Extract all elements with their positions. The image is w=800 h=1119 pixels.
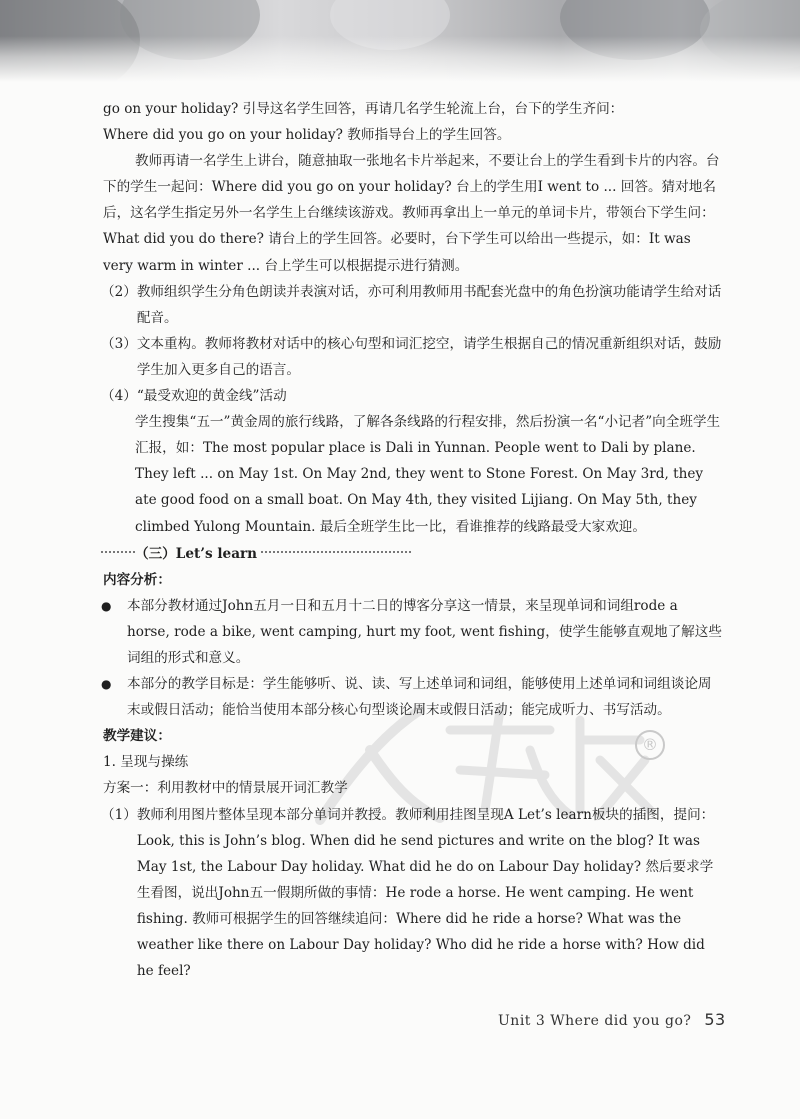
- page-number: 53: [704, 1010, 726, 1029]
- item-number: （2）: [101, 283, 137, 300]
- divider: [101, 551, 135, 561]
- list-item: [103, 279, 723, 331]
- bullet-text: 本部分的教学目标是：学生能够听、说、读、写上述单词和词组，能够使用上述单词和词组谈论周末或假日活动；能恰当使用本部分核心句型谈论周末或假日活动；能完成听力、书写活动。: [127, 676, 712, 719]
- page-footer: [498, 1010, 726, 1029]
- paragraph: Where did you go on your holiday? 教师指导台上的学生回答。: [103, 127, 511, 144]
- bullet-text: 本部分教材通过John五月一日和五月十二日的博客分享这一情景，来呈现单词和词组rode a horse, rode a bike, went camping, hurt my foot, went fishing，使学生能够直观地了解这些词组的形式和意义。: [127, 597, 722, 666]
- list-item: [103, 671, 723, 723]
- list-item: [103, 383, 723, 409]
- paragraph: 教师再请一名学生上讲台，随意抽取一张地名卡片举起来，不要让台上的学生看到卡片的内容。台下的学生一起问：Where did you go on your holiday? 台上的学生用I went to ... 回答。猜对地名后，这名学生指定另外一名学生上台继续该游戏。教师再拿出上一单元的单词卡片，带领台下学生问：What did you do there? 请台上的学生回答。必要时，台下学生可以给出一些提示，如：It was very warm in winter ... 台上学生可以根据提示进行猜测。: [103, 153, 720, 274]
- subheading: 1. 呈现与操练: [103, 754, 189, 771]
- running-title: Unit 3 Where did you go?: [498, 1013, 692, 1029]
- item-text: “最受欢迎的黄金线”活动: [136, 388, 287, 405]
- registered-mark: ®: [635, 730, 665, 760]
- bullet-icon: ●: [101, 598, 112, 613]
- banner-fade: [0, 36, 800, 82]
- item-number: （1）: [101, 806, 137, 823]
- item-number: （4）: [101, 388, 137, 405]
- section-title: （三）Let’s learn: [135, 545, 258, 562]
- suggestion-heading: 教学建议：: [103, 728, 171, 745]
- item-text: 文本重构。教师将教材对话中的核心句型和词汇挖空，请学生根据自己的情况重新组织对话，鼓励学生加入更多自己的语言。: [136, 335, 722, 378]
- paragraph: 学生搜集“五一”黄金周的旅行线路，了解各条线路的行程安排，然后扮演一名“小记者”向全班学生汇报，如：The most popular place is Dali in Yunnan. People went to Dali by plane. They left ... on May 1st. On May 2nd, they went to Stone Forest. On May 3rd, they ate good food on a small boat. On May 4th, they visited Lijiang. On May 5th, they climbed Yulong Mountain. 最后全班学生比一比，看谁推荐的线路最受大家欢迎。: [135, 414, 721, 535]
- plan-title: 方案一：利用教材中的情景展开词汇教学: [103, 780, 348, 797]
- item-number: （3）: [101, 335, 137, 352]
- list-item: [103, 802, 723, 985]
- divider: [261, 551, 411, 561]
- item-text: 教师组织学生分角色朗读并表演对话，亦可利用教师用书配套光盘中的角色扮演功能请学生给对话配音。: [136, 283, 722, 326]
- page-content: [103, 96, 723, 984]
- header-banner: [0, 0, 800, 82]
- analysis-heading: 内容分析：: [103, 571, 171, 588]
- item-text: 教师利用图片整体呈现本部分单词并教授。教师利用挂图呈现A Let’s learn板块的插图，提问：Look, this is John’s blog. When did he send pictures and write on the blog? It was May 1st, the Labour Day holiday. What did he do on Labour Day holiday? 然后要求学生看图，说出John五一假期所做的事情：He rode a horse. He went camping. He went fishing. 教师可根据学生的回答继续追问：Where did he ride a horse? What was the weather like there on Labour Day holiday? Who did he ride a horse with? How did he feel?: [136, 806, 715, 980]
- list-item: [103, 331, 723, 383]
- list-item: [103, 593, 723, 671]
- paragraph: go on your holiday? 引导这名学生回答，再请几名学生轮流上台，台下的学生齐问：: [103, 101, 624, 117]
- section-heading: [101, 541, 723, 567]
- bullet-icon: ●: [101, 677, 112, 692]
